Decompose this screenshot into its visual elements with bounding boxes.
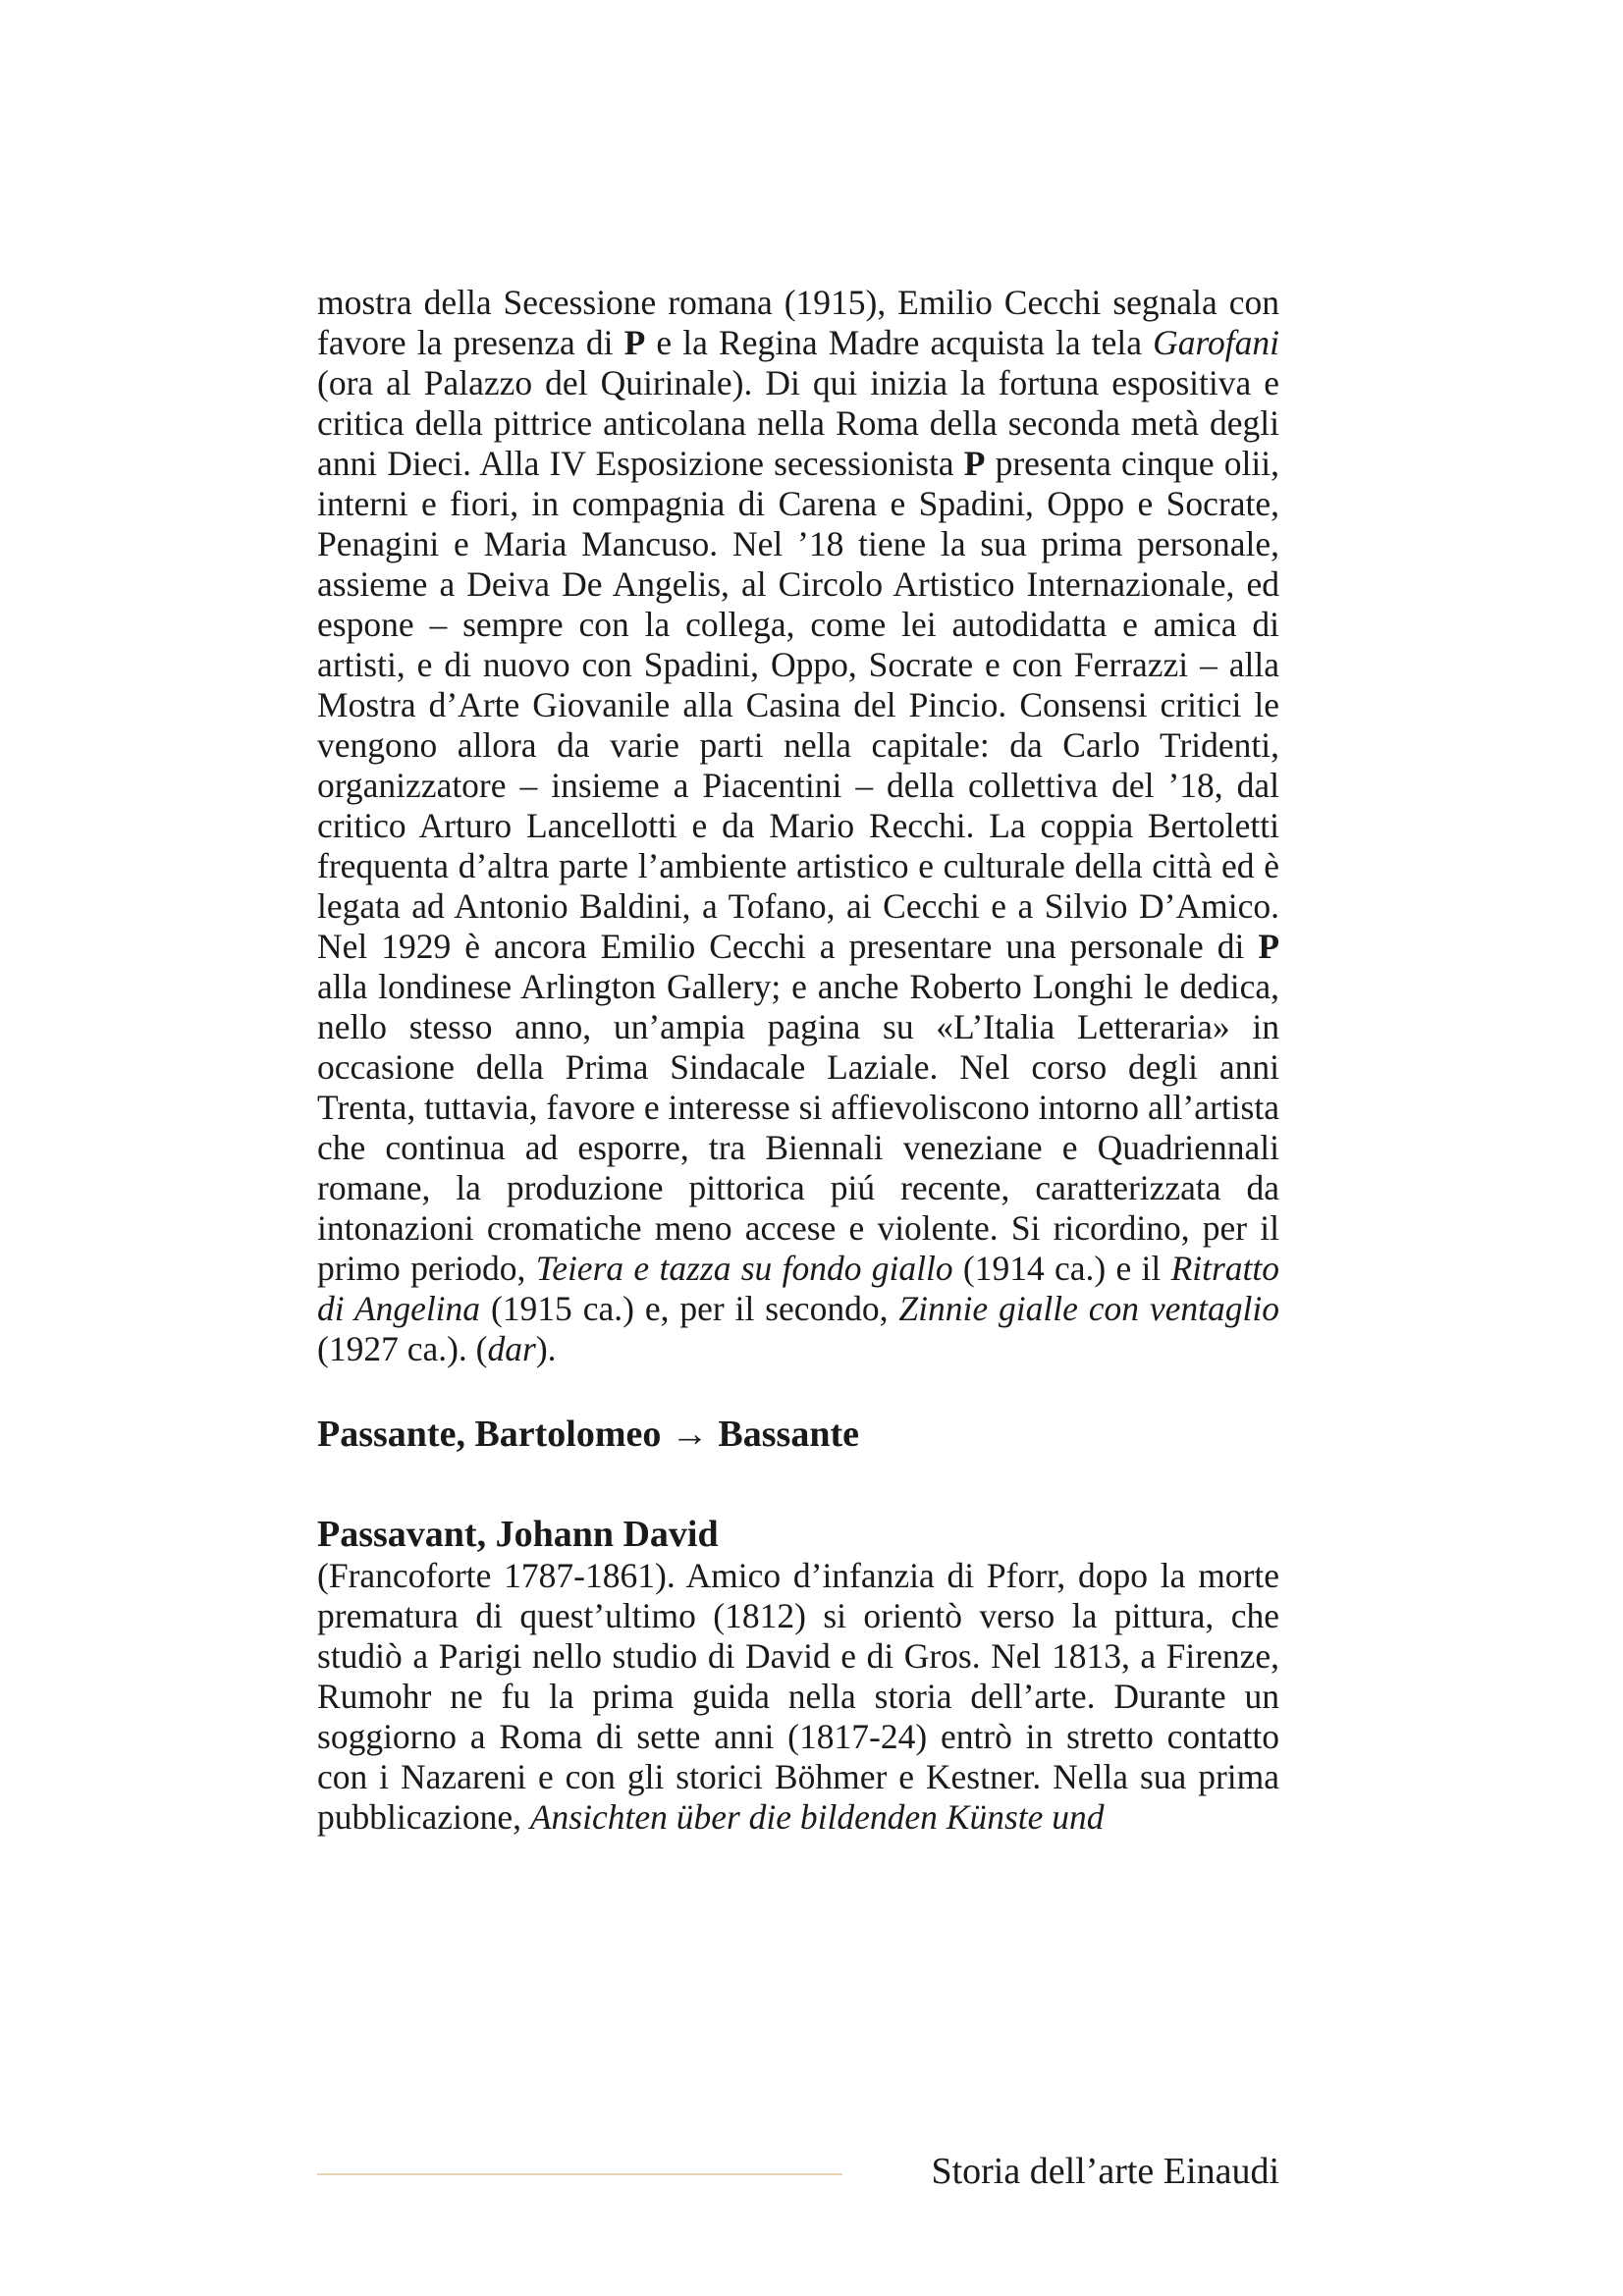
text-run: (1914 ca.) e il	[952, 1249, 1171, 1288]
text-run: e la Regina Madre acquista la tela	[645, 323, 1154, 362]
cross-ref-from: Passante, Bartolomeo	[317, 1414, 662, 1455]
italic-run: Ansichten über die bildenden Künste und	[529, 1797, 1105, 1837]
cross-reference-heading	[317, 1413, 1279, 1456]
text-run: (Francoforte 1787-1861). Amico d’infanzia di Pforr, dopo la morte prematura di quest’ultimo (1812) si orientò verso la pittura, che studiò a Parigi nello studio di David e di Gros. Nel 1813, a Firenze, Rumohr ne fu la prima guida nella storia dell’arte. Durante un soggiorno a Roma di sette anni (1817-24) entrò in stretto contatto con i Nazareni e con gli storici Böhmer e Kestner. Nella sua prima pubblicazione,	[317, 1556, 1279, 1837]
bold-run: P	[623, 323, 646, 362]
text-run: mostra della Secessione romana (1915), Emilio Cecchi segnala con favore la presenza di	[317, 283, 1279, 362]
italic-run: Garofani	[1153, 323, 1279, 362]
spacer	[317, 1369, 1279, 1413]
text-run: (1915 ca.) e, per il secondo,	[480, 1289, 899, 1328]
text-run: ).	[535, 1329, 557, 1368]
arrow-right-icon: →	[671, 1414, 709, 1455]
italic-run: dar	[487, 1329, 536, 1368]
entry-heading: Passavant, Johann David	[317, 1514, 719, 1555]
footer-rule	[317, 2173, 842, 2175]
italic-run: Teiera e tazza su fondo giallo	[535, 1249, 953, 1288]
text-column	[317, 283, 1279, 1838]
page-footer	[317, 2149, 1279, 2196]
text-run: presenta cinque olii, interni e fiori, in compagnia di Carena e Spadini, Oppo e Socrate, Penagini e Maria Mancuso. Nel ’18 tiene la sua prima personale, assieme a Deiva De Angelis, al Circolo Artistico Internazionale, ed espone – sempre con la collega, come lei autodidatta e amica di artisti, e di nuovo con Spadini, Oppo, Socrate e con Ferrazzi – alla Mostra d’Arte Giovanile alla Casina del Pincio. Consensi critici le vengono allora da varie parti nella capitale: da Carlo Tridenti, organizzatore – insieme a Piacentini – della collettiva del ’18, dal critico Arturo Lancellotti e da Mario Recchi. La coppia Bertoletti frequenta d’altra parte l’ambiente artistico e culturale della città ed è legata ad Antonio Baldini, a Tofano, ai Cecchi e a Silvio D’Amico. Nel 1929 è ancora Emilio Cecchi a presentare una personale di	[317, 444, 1279, 966]
bold-run: P	[963, 444, 986, 483]
entry-body	[317, 1556, 1279, 1838]
entry-body-continued	[317, 283, 1279, 1369]
spacer	[317, 1456, 1279, 1513]
italic-run: Zinnie gialle con ventaglio	[898, 1289, 1280, 1328]
bold-run: P	[1258, 927, 1279, 966]
text-run: (ora al Palazzo del Quirinale). Di qui inizia la fortuna espositiva e critica della pittrice anticolana nella Roma della seconda metà degli anni Dieci. Alla IV Esposizione secessionista	[317, 363, 1279, 483]
text-run: (1927 ca.). (	[317, 1329, 488, 1368]
cross-ref-to: Bassante	[718, 1414, 859, 1455]
italic-run: Ritratto di Angelina	[317, 1249, 1280, 1328]
publication-title: Storia dell’arte Einaudi	[931, 2151, 1279, 2192]
text-run: alla londinese Arlington Gallery; e anche Roberto Longhi le dedica, nello stesso anno, un’ampia pagina su «L’Italia Letteraria» in occasione della Prima Sindacale Laziale. Nel corso degli anni Trenta, tuttavia, favore e interesse si affievoliscono intorno all’artista che continua ad esporre, tra Biennali veneziane e Quadriennali romane, la produzione pittorica piú recente, caratterizzata da intonazioni cromatiche meno accese e violente. Si ricordino, per il primo periodo,	[317, 967, 1279, 1288]
